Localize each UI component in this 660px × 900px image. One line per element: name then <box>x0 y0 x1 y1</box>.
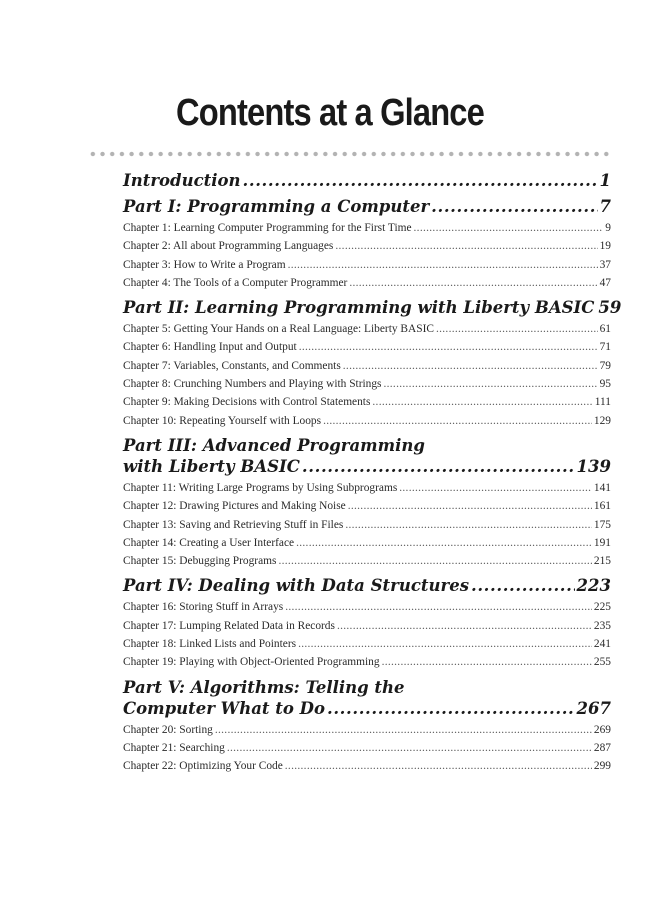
chapter-entry[interactable] <box>123 534 611 552</box>
chapter-list <box>123 320 611 430</box>
part-title: Computer What to Do <box>123 698 325 718</box>
chapter-page: 269 <box>593 723 611 736</box>
chapter-list <box>123 721 611 776</box>
chapter-label: Chapter 1: Learning Computer Programming for the First Time <box>123 222 412 234</box>
dot-leader <box>227 739 592 757</box>
dot-leader <box>383 375 597 393</box>
chapter-page: 71 <box>599 341 611 354</box>
chapter-list <box>123 598 611 671</box>
chapter-page: 215 <box>593 555 611 568</box>
part-page: 7 <box>599 197 611 216</box>
part-page: 267 <box>576 698 611 718</box>
chapter-label: Chapter 12: Drawing Pictures and Making Noise <box>123 500 346 513</box>
chapter-page: 95 <box>599 378 611 391</box>
chapter-entry[interactable] <box>123 237 611 255</box>
part-page: 139 <box>576 456 611 476</box>
intro-label: Introduction <box>123 171 241 190</box>
dot-leader <box>431 196 597 217</box>
dot-leader <box>243 170 598 191</box>
chapter-page: 175 <box>593 518 611 531</box>
chapter-label: Chapter 7: Variables, Constants, and Comments <box>123 359 341 372</box>
dot-leader <box>372 393 592 411</box>
dot-leader <box>298 635 592 653</box>
dot-leader <box>323 412 592 430</box>
chapter-label: Chapter 8: Crunching Numbers and Playing with Strings <box>123 378 382 391</box>
table-of-contents <box>123 170 622 776</box>
chapter-label: Chapter 9: Making Decisions with Control Statements <box>123 396 371 409</box>
chapter-entry[interactable] <box>123 393 611 411</box>
chapter-page: 299 <box>593 760 611 773</box>
part-1 <box>123 196 611 292</box>
chapter-list <box>123 219 611 292</box>
chapter-label: Chapter 10: Repeating Yourself with Loops <box>123 414 322 427</box>
chapter-entry[interactable] <box>123 357 611 375</box>
chapter-entry[interactable] <box>123 552 611 570</box>
dot-leader <box>327 698 575 719</box>
part-title-first-line[interactable]: Part V: Algorithms: Telling the <box>123 677 405 697</box>
dot-leader <box>337 617 592 635</box>
dot-leader <box>349 274 597 292</box>
dot-leader <box>299 338 598 356</box>
chapter-page: 161 <box>593 500 611 513</box>
dot-leader <box>285 757 592 775</box>
dot-leader <box>278 552 591 570</box>
dot-leader <box>335 237 597 255</box>
chapter-label: Chapter 17: Lumping Related Data in Records <box>123 619 335 632</box>
chapter-label: Chapter 19: Playing with Object-Oriented Programming <box>123 656 380 669</box>
chapter-entry[interactable] <box>123 598 611 616</box>
part-2 <box>123 297 622 430</box>
chapter-label: Chapter 15: Debugging Programs <box>123 555 277 568</box>
dotted-divider <box>88 151 612 157</box>
chapter-label: Chapter 4: The Tools of a Computer Programmer <box>123 276 348 289</box>
part-page: 59 <box>598 298 622 318</box>
part-5 <box>123 677 611 776</box>
chapter-label: Chapter 6: Handling Input and Output <box>123 341 297 354</box>
chapter-label: Chapter 22: Optimizing Your Code <box>123 760 283 773</box>
chapter-page: 111 <box>594 396 611 409</box>
dot-leader <box>215 721 592 739</box>
chapter-label: Chapter 20: Sorting <box>123 723 213 736</box>
chapter-page: 79 <box>599 359 611 372</box>
part-title-line[interactable] <box>123 698 611 719</box>
part-title: Part IV: Dealing with Data Structures <box>123 576 469 596</box>
page-title: Contents at a Glance <box>176 92 484 134</box>
dot-leader <box>296 534 592 552</box>
chapter-list <box>123 479 611 570</box>
chapter-page: 9 <box>605 222 611 234</box>
chapter-page: 241 <box>593 638 611 651</box>
chapter-entry[interactable] <box>123 497 611 515</box>
dot-leader <box>399 479 592 497</box>
chapter-entry[interactable] <box>123 375 611 393</box>
dot-leader <box>414 219 604 237</box>
part-4 <box>123 575 611 671</box>
part-title-line[interactable] <box>123 196 611 217</box>
dot-leader <box>285 598 592 616</box>
chapter-entry[interactable] <box>123 739 611 757</box>
chapter-page: 191 <box>593 536 611 549</box>
part-title: with Liberty BASIC <box>123 456 300 476</box>
chapter-entry[interactable] <box>123 412 611 430</box>
chapter-page: 61 <box>599 323 611 336</box>
dot-leader <box>288 256 598 274</box>
chapter-entry[interactable] <box>123 617 611 635</box>
dot-leader <box>345 516 592 534</box>
chapter-entry[interactable] <box>123 479 611 497</box>
chapter-label: Chapter 11: Writing Large Programs by Using Subprograms <box>123 481 398 494</box>
dot-leader <box>343 357 598 375</box>
part-title-line[interactable] <box>123 575 611 596</box>
part-title-line[interactable] <box>123 456 611 477</box>
intro-line[interactable] <box>123 170 611 191</box>
chapter-entry[interactable] <box>123 653 611 671</box>
chapter-label: Chapter 2: All about Programming Languages <box>123 240 334 253</box>
chapter-page: 255 <box>593 656 611 669</box>
chapter-entry[interactable] <box>123 757 611 775</box>
chapter-entry[interactable] <box>123 516 611 534</box>
chapter-entry[interactable] <box>123 721 611 739</box>
part-title-first-line[interactable]: Part III: Advanced Programming <box>123 435 425 455</box>
dot-leader <box>436 320 598 338</box>
chapter-entry[interactable] <box>123 635 611 653</box>
chapter-label: Chapter 16: Storing Stuff in Arrays <box>123 601 284 614</box>
chapter-entry[interactable] <box>123 338 611 356</box>
chapter-entry[interactable] <box>123 219 611 237</box>
part-title-line[interactable] <box>123 297 622 318</box>
chapter-label: Chapter 13: Saving and Retrieving Stuff in Files <box>123 518 344 531</box>
chapter-page: 47 <box>599 276 611 289</box>
chapter-page: 225 <box>593 601 611 614</box>
dot-leader <box>382 653 592 671</box>
part-title: Part II: Learning Programming with Liberty BASIC <box>123 298 595 318</box>
intro-entry <box>123 170 611 191</box>
chapter-label: Chapter 5: Getting Your Hands on a Real Language: Liberty BASIC <box>123 323 434 336</box>
chapter-entry[interactable] <box>123 256 611 274</box>
chapter-page: 37 <box>599 258 611 271</box>
dot-leader <box>302 456 575 477</box>
chapter-label: Chapter 14: Creating a User Interface <box>123 536 295 549</box>
chapter-page: 19 <box>599 240 611 253</box>
chapter-label: Chapter 18: Linked Lists and Pointers <box>123 638 297 651</box>
chapter-page: 287 <box>593 741 611 754</box>
chapter-page: 129 <box>593 414 611 427</box>
chapter-label: Chapter 21: Searching <box>123 741 225 754</box>
dot-leader <box>348 497 592 515</box>
chapter-page: 235 <box>593 619 611 632</box>
chapter-entry[interactable] <box>123 274 611 292</box>
dot-leader <box>471 575 575 596</box>
chapter-label: Chapter 3: How to Write a Program <box>123 258 286 271</box>
part-title: Part I: Programming a Computer <box>123 197 430 216</box>
part-page: 223 <box>576 576 611 596</box>
intro-page: 1 <box>599 171 611 190</box>
part-3 <box>123 435 611 570</box>
chapter-page: 141 <box>593 481 611 494</box>
chapter-entry[interactable] <box>123 320 611 338</box>
